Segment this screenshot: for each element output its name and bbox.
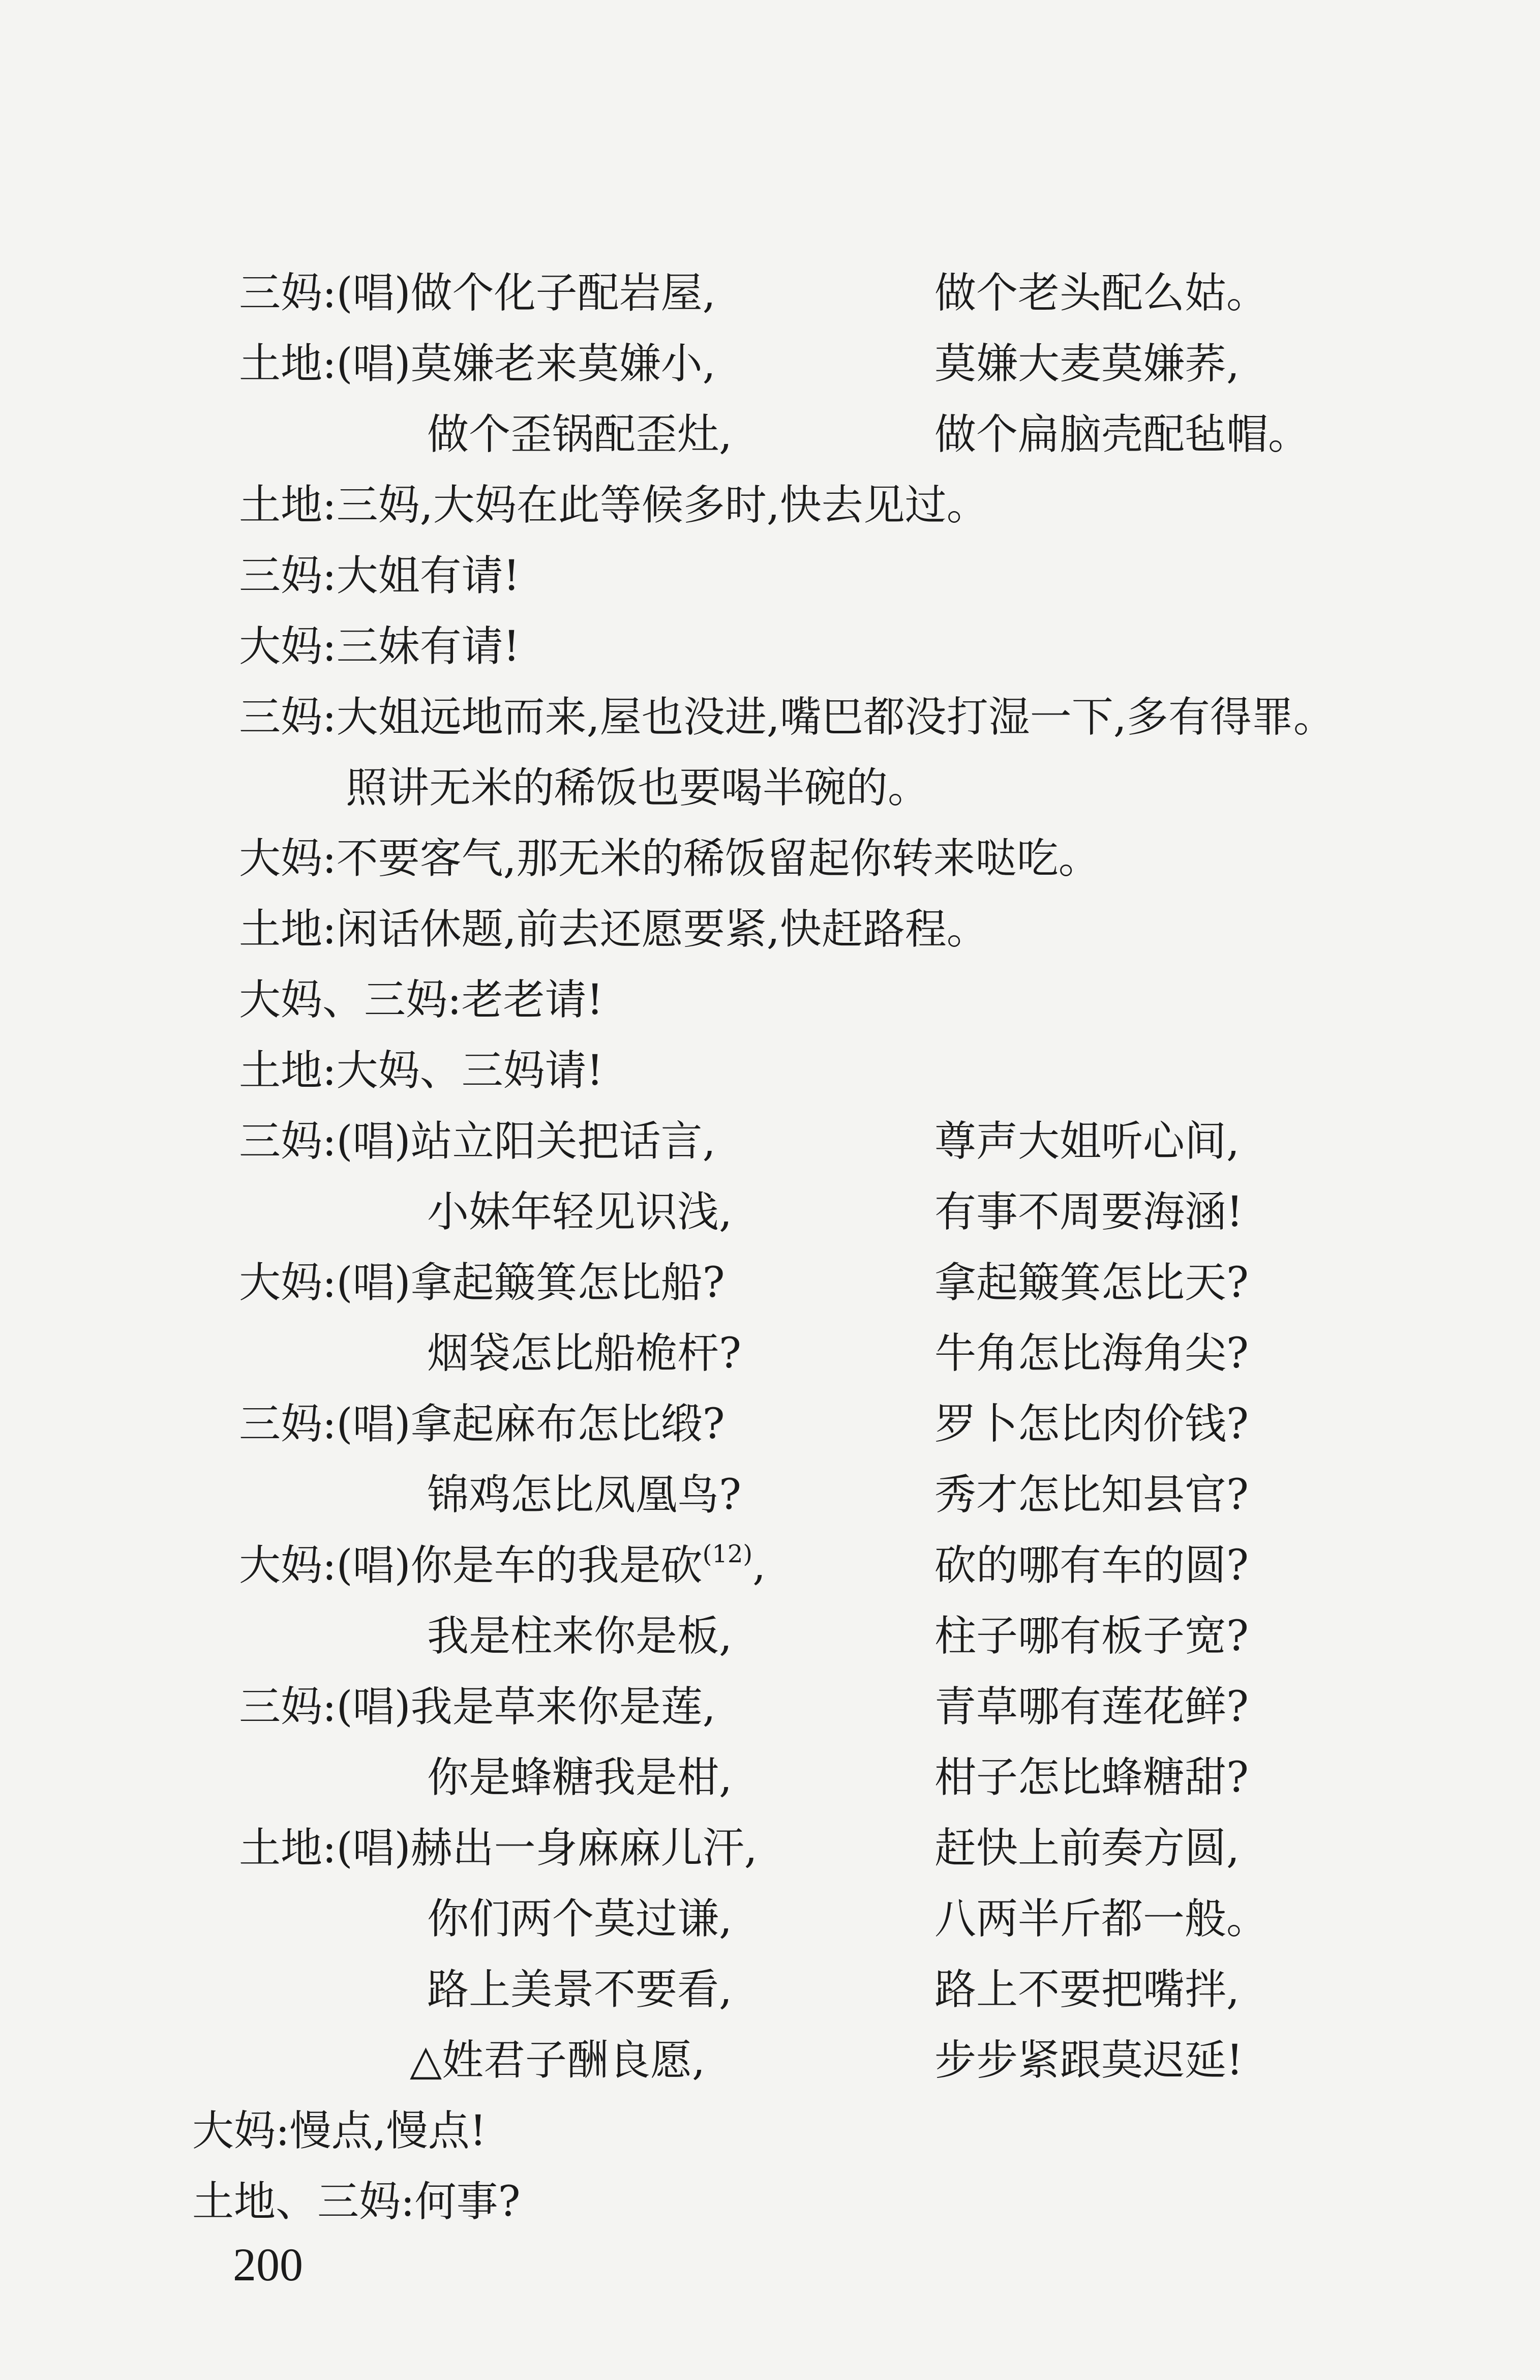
text-line: 青草哪有莲花鲜? (934, 1683, 1249, 1731)
text-line: 做个老头配么姑。 (934, 269, 1269, 317)
text-line: 莫嫌大麦莫嫌荞, (934, 340, 1240, 388)
text-line (239, 1540, 766, 1590)
text-line: 锦鸡怎比凤凰鸟? (427, 1471, 741, 1519)
text-line: 做个扁脑壳配毡帽。 (934, 410, 1310, 459)
text-line: 柱子哪有板子宽? (934, 1612, 1249, 1660)
text-line: 三妈:(唱)做个化子配岩屋, (239, 269, 716, 317)
text-line: 大妈:不要客气,那无米的稀饭留起你转来哒吃。 (239, 835, 1100, 883)
text-line: 三妈:(唱)站立阳关把话言, (239, 1117, 716, 1166)
text-line: 大妈:(唱)拿起簸箕怎比船? (239, 1259, 725, 1307)
line-text: 大妈:(唱)你是车的我是砍 (239, 1541, 703, 1590)
text-line: 拿起簸箕怎比天? (934, 1259, 1249, 1307)
text-line: 三妈:大姐有请! (239, 552, 520, 600)
footnote-marker: (12) (702, 1540, 753, 1568)
text-line: 三妈:(唱)拿起麻布怎比缎? (239, 1400, 725, 1448)
text-line: 路上不要把嘴拌, (934, 1966, 1240, 2014)
text-line: 土地:(唱)赫出一身麻麻儿汗, (239, 1824, 758, 1872)
text-line: 土地、三妈:何事? (192, 2178, 521, 2226)
text-line: 路上美景不要看, (427, 1966, 733, 2014)
text-line: 土地:(唱)莫嫌老来莫嫌小, (239, 340, 716, 388)
text-line: 土地:闲话休题,前去还愿要紧,快赶路程。 (239, 905, 988, 954)
text-line: 大妈:三妹有请! (239, 622, 520, 671)
text-line: 大妈:慢点,慢点! (192, 2107, 487, 2155)
text-line: 你们两个莫过谦, (427, 1895, 733, 1943)
text-line: 赶快上前奏方圆, (934, 1824, 1240, 1872)
text-line: 三妈:大姐远地而来,屋也没进,嘴巴都没打湿一下,多有得罪。 (239, 693, 1335, 741)
text-line: 尊声大姐听心间, (934, 1117, 1240, 1166)
text-line: 小妹年轻见识浅, (427, 1188, 733, 1236)
text-line: 你是蜂糖我是柑, (427, 1753, 733, 1802)
text-line: 八两半斤都一般。 (934, 1895, 1269, 1943)
text-line: 有事不周要海涵! (934, 1188, 1243, 1236)
text-line: 牛角怎比海角尖? (934, 1329, 1249, 1378)
text-line: 我是柱来你是板, (427, 1612, 733, 1660)
text-line: 柑子怎比蜂糖甜? (934, 1753, 1249, 1802)
text-line: 土地:大妈、三妈请! (239, 1047, 603, 1095)
text-line: 照讲无米的稀饭也要喝半碗的。 (346, 764, 930, 812)
text-line: 土地:三妈,大妈在此等候多时,快去见过。 (239, 481, 988, 529)
text-line: 做个歪锅配歪灶, (427, 410, 733, 459)
text-line: 秀才怎比知县官? (934, 1471, 1249, 1519)
text-line: 烟袋怎比船桅杆? (427, 1329, 741, 1378)
line-punct: , (752, 1541, 766, 1590)
text-line: 罗卜怎比肉价钱? (934, 1400, 1249, 1448)
text-line: △姓君子酬良愿, (410, 2036, 706, 2085)
page-number: 200 (233, 2239, 303, 2290)
text-line: 砍的哪有车的圆? (934, 1541, 1249, 1590)
text-line: 大妈、三妈:老老请! (239, 976, 603, 1024)
text-line: 步步紧跟莫迟延! (934, 2036, 1243, 2085)
text-line: 三妈:(唱)我是草来你是莲, (239, 1683, 716, 1731)
